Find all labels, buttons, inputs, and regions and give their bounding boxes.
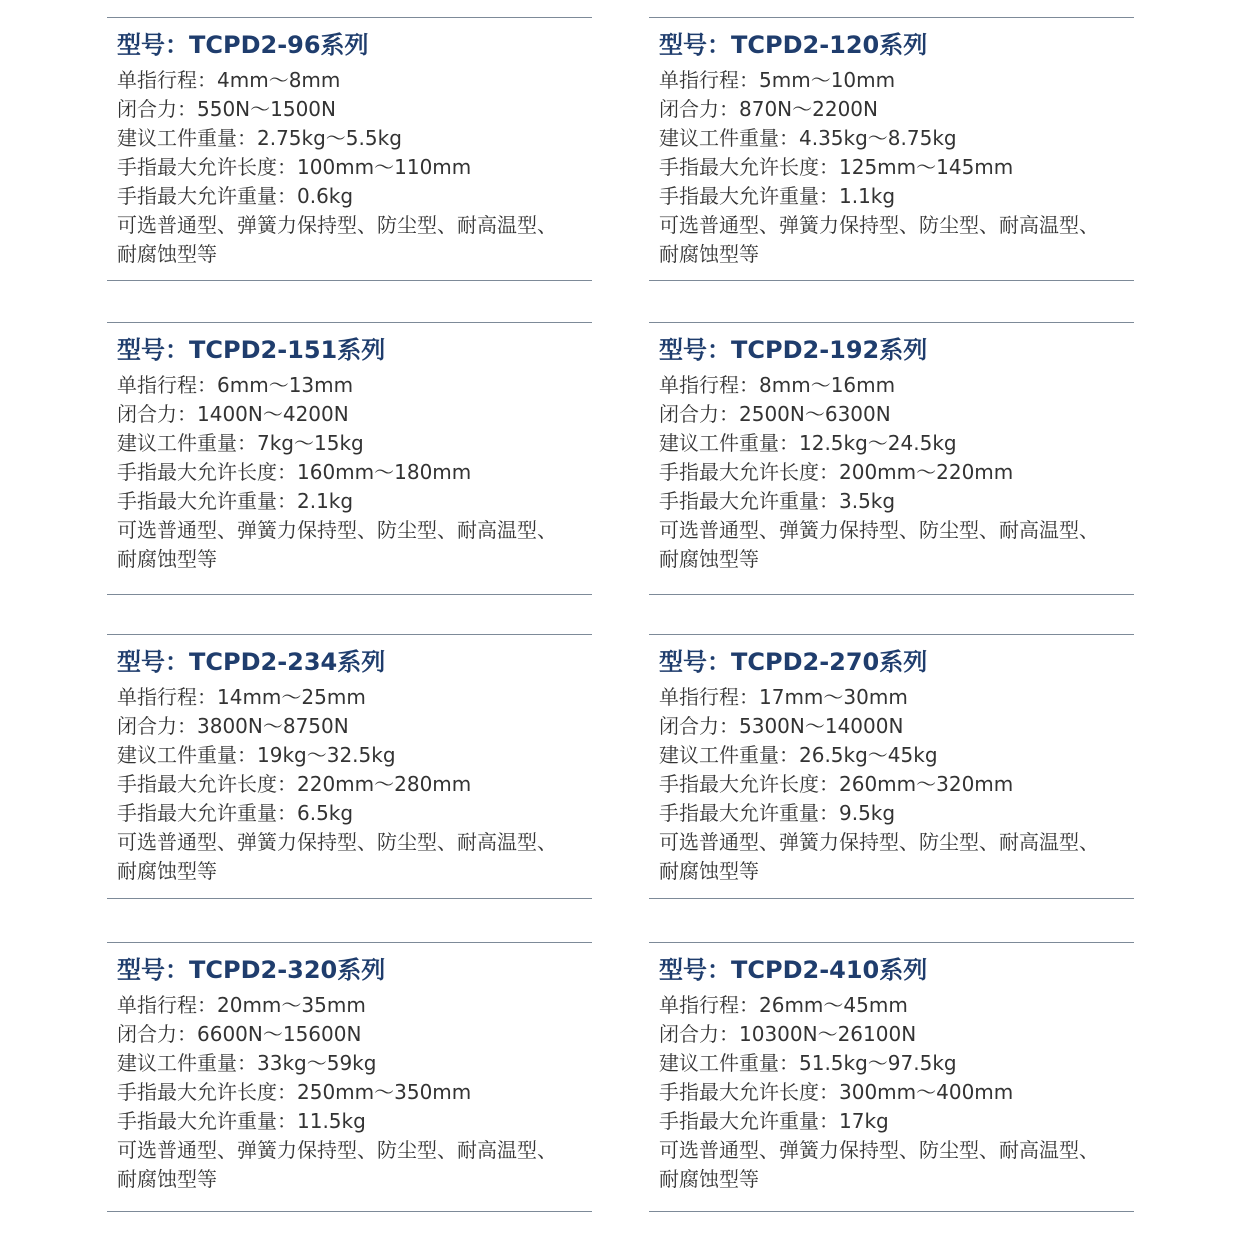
card-title: 型号：TCPD2-96系列 <box>117 31 369 59</box>
card-title: 型号：TCPD2-192系列 <box>659 336 928 364</box>
force-line: 闭合力：870N～2200N <box>659 97 878 121</box>
options-line-cont: 耐腐蚀型等 <box>117 242 217 266</box>
finger-weight-line: 手指最大允许重量：2.1kg <box>117 489 354 513</box>
finger-length-line: 手指最大允许长度：220mm～280mm <box>117 772 472 796</box>
card-title: 型号：TCPD2-234系列 <box>117 648 386 676</box>
options-line-cont: 耐腐蚀型等 <box>659 1167 759 1191</box>
stroke-line: 单指行程：4mm～8mm <box>117 68 341 92</box>
spec-card-tcpd2-120 <box>649 17 1134 281</box>
options-line: 可选普通型、弹簧力保持型、防尘型、耐高温型、 <box>659 213 1099 237</box>
workpiece-weight-line: 建议工件重量：2.75kg～5.5kg <box>117 126 402 150</box>
stroke-line: 单指行程：8mm～16mm <box>659 373 896 397</box>
spec-card-tcpd2-151 <box>107 322 592 595</box>
spec-card-tcpd2-234 <box>107 634 592 899</box>
options-line-cont: 耐腐蚀型等 <box>117 859 217 883</box>
spec-card-tcpd2-410 <box>649 942 1134 1212</box>
card-title: 型号：TCPD2-410系列 <box>659 956 928 984</box>
options-line: 可选普通型、弹簧力保持型、防尘型、耐高温型、 <box>659 518 1099 542</box>
finger-length-line: 手指最大允许长度：300mm～400mm <box>659 1080 1014 1104</box>
finger-length-line: 手指最大允许长度：125mm～145mm <box>659 155 1014 179</box>
finger-length-line: 手指最大允许长度：200mm～220mm <box>659 460 1014 484</box>
stroke-line: 单指行程：20mm～35mm <box>117 993 366 1017</box>
force-line: 闭合力：6600N～15600N <box>117 1022 362 1046</box>
finger-weight-line: 手指最大允许重量：6.5kg <box>117 801 354 825</box>
spec-card-tcpd2-320 <box>107 942 592 1212</box>
finger-weight-line: 手指最大允许重量：1.1kg <box>659 184 896 208</box>
workpiece-weight-line: 建议工件重量：4.35kg～8.75kg <box>659 126 957 150</box>
force-line: 闭合力：550N～1500N <box>117 97 336 121</box>
workpiece-weight-line: 建议工件重量：33kg～59kg <box>117 1051 377 1075</box>
card-title: 型号：TCPD2-320系列 <box>117 956 386 984</box>
finger-length-line: 手指最大允许长度：250mm～350mm <box>117 1080 472 1104</box>
options-line: 可选普通型、弹簧力保持型、防尘型、耐高温型、 <box>659 1138 1099 1162</box>
finger-length-line: 手指最大允许长度：160mm～180mm <box>117 460 472 484</box>
stroke-line: 单指行程：17mm～30mm <box>659 685 908 709</box>
workpiece-weight-line: 建议工件重量：7kg～15kg <box>117 431 364 455</box>
force-line: 闭合力：10300N～26100N <box>659 1022 917 1046</box>
workpiece-weight-line: 建议工件重量：19kg～32.5kg <box>117 743 396 767</box>
workpiece-weight-line: 建议工件重量：51.5kg～97.5kg <box>659 1051 957 1075</box>
finger-weight-line: 手指最大允许重量：3.5kg <box>659 489 896 513</box>
spec-card-tcpd2-192 <box>649 322 1134 595</box>
finger-weight-line: 手指最大允许重量：11.5kg <box>117 1109 366 1133</box>
force-line: 闭合力：2500N～6300N <box>659 402 891 426</box>
stroke-line: 单指行程：26mm～45mm <box>659 993 908 1017</box>
options-line-cont: 耐腐蚀型等 <box>659 242 759 266</box>
stroke-line: 单指行程：14mm～25mm <box>117 685 366 709</box>
options-line-cont: 耐腐蚀型等 <box>117 1167 217 1191</box>
force-line: 闭合力：1400N～4200N <box>117 402 349 426</box>
options-line-cont: 耐腐蚀型等 <box>659 859 759 883</box>
finger-weight-line: 手指最大允许重量：9.5kg <box>659 801 896 825</box>
card-title: 型号：TCPD2-151系列 <box>117 336 386 364</box>
finger-length-line: 手指最大允许长度：260mm～320mm <box>659 772 1014 796</box>
options-line-cont: 耐腐蚀型等 <box>117 547 217 571</box>
options-line: 可选普通型、弹簧力保持型、防尘型、耐高温型、 <box>117 518 557 542</box>
finger-length-line: 手指最大允许长度：100mm～110mm <box>117 155 472 179</box>
finger-weight-line: 手指最大允许重量：17kg <box>659 1109 889 1133</box>
options-line: 可选普通型、弹簧力保持型、防尘型、耐高温型、 <box>117 213 557 237</box>
options-line: 可选普通型、弹簧力保持型、防尘型、耐高温型、 <box>117 830 557 854</box>
finger-weight-line: 手指最大允许重量：0.6kg <box>117 184 354 208</box>
workpiece-weight-line: 建议工件重量：12.5kg～24.5kg <box>659 431 957 455</box>
stroke-line: 单指行程：6mm～13mm <box>117 373 354 397</box>
card-title: 型号：TCPD2-270系列 <box>659 648 928 676</box>
card-title: 型号：TCPD2-120系列 <box>659 31 928 59</box>
spec-card-tcpd2-96 <box>107 17 592 281</box>
force-line: 闭合力：3800N～8750N <box>117 714 349 738</box>
stroke-line: 单指行程：5mm～10mm <box>659 68 896 92</box>
spec-card-tcpd2-270 <box>649 634 1134 899</box>
force-line: 闭合力：5300N～14000N <box>659 714 904 738</box>
options-line: 可选普通型、弹簧力保持型、防尘型、耐高温型、 <box>659 830 1099 854</box>
options-line: 可选普通型、弹簧力保持型、防尘型、耐高温型、 <box>117 1138 557 1162</box>
workpiece-weight-line: 建议工件重量：26.5kg～45kg <box>659 743 938 767</box>
options-line-cont: 耐腐蚀型等 <box>659 547 759 571</box>
